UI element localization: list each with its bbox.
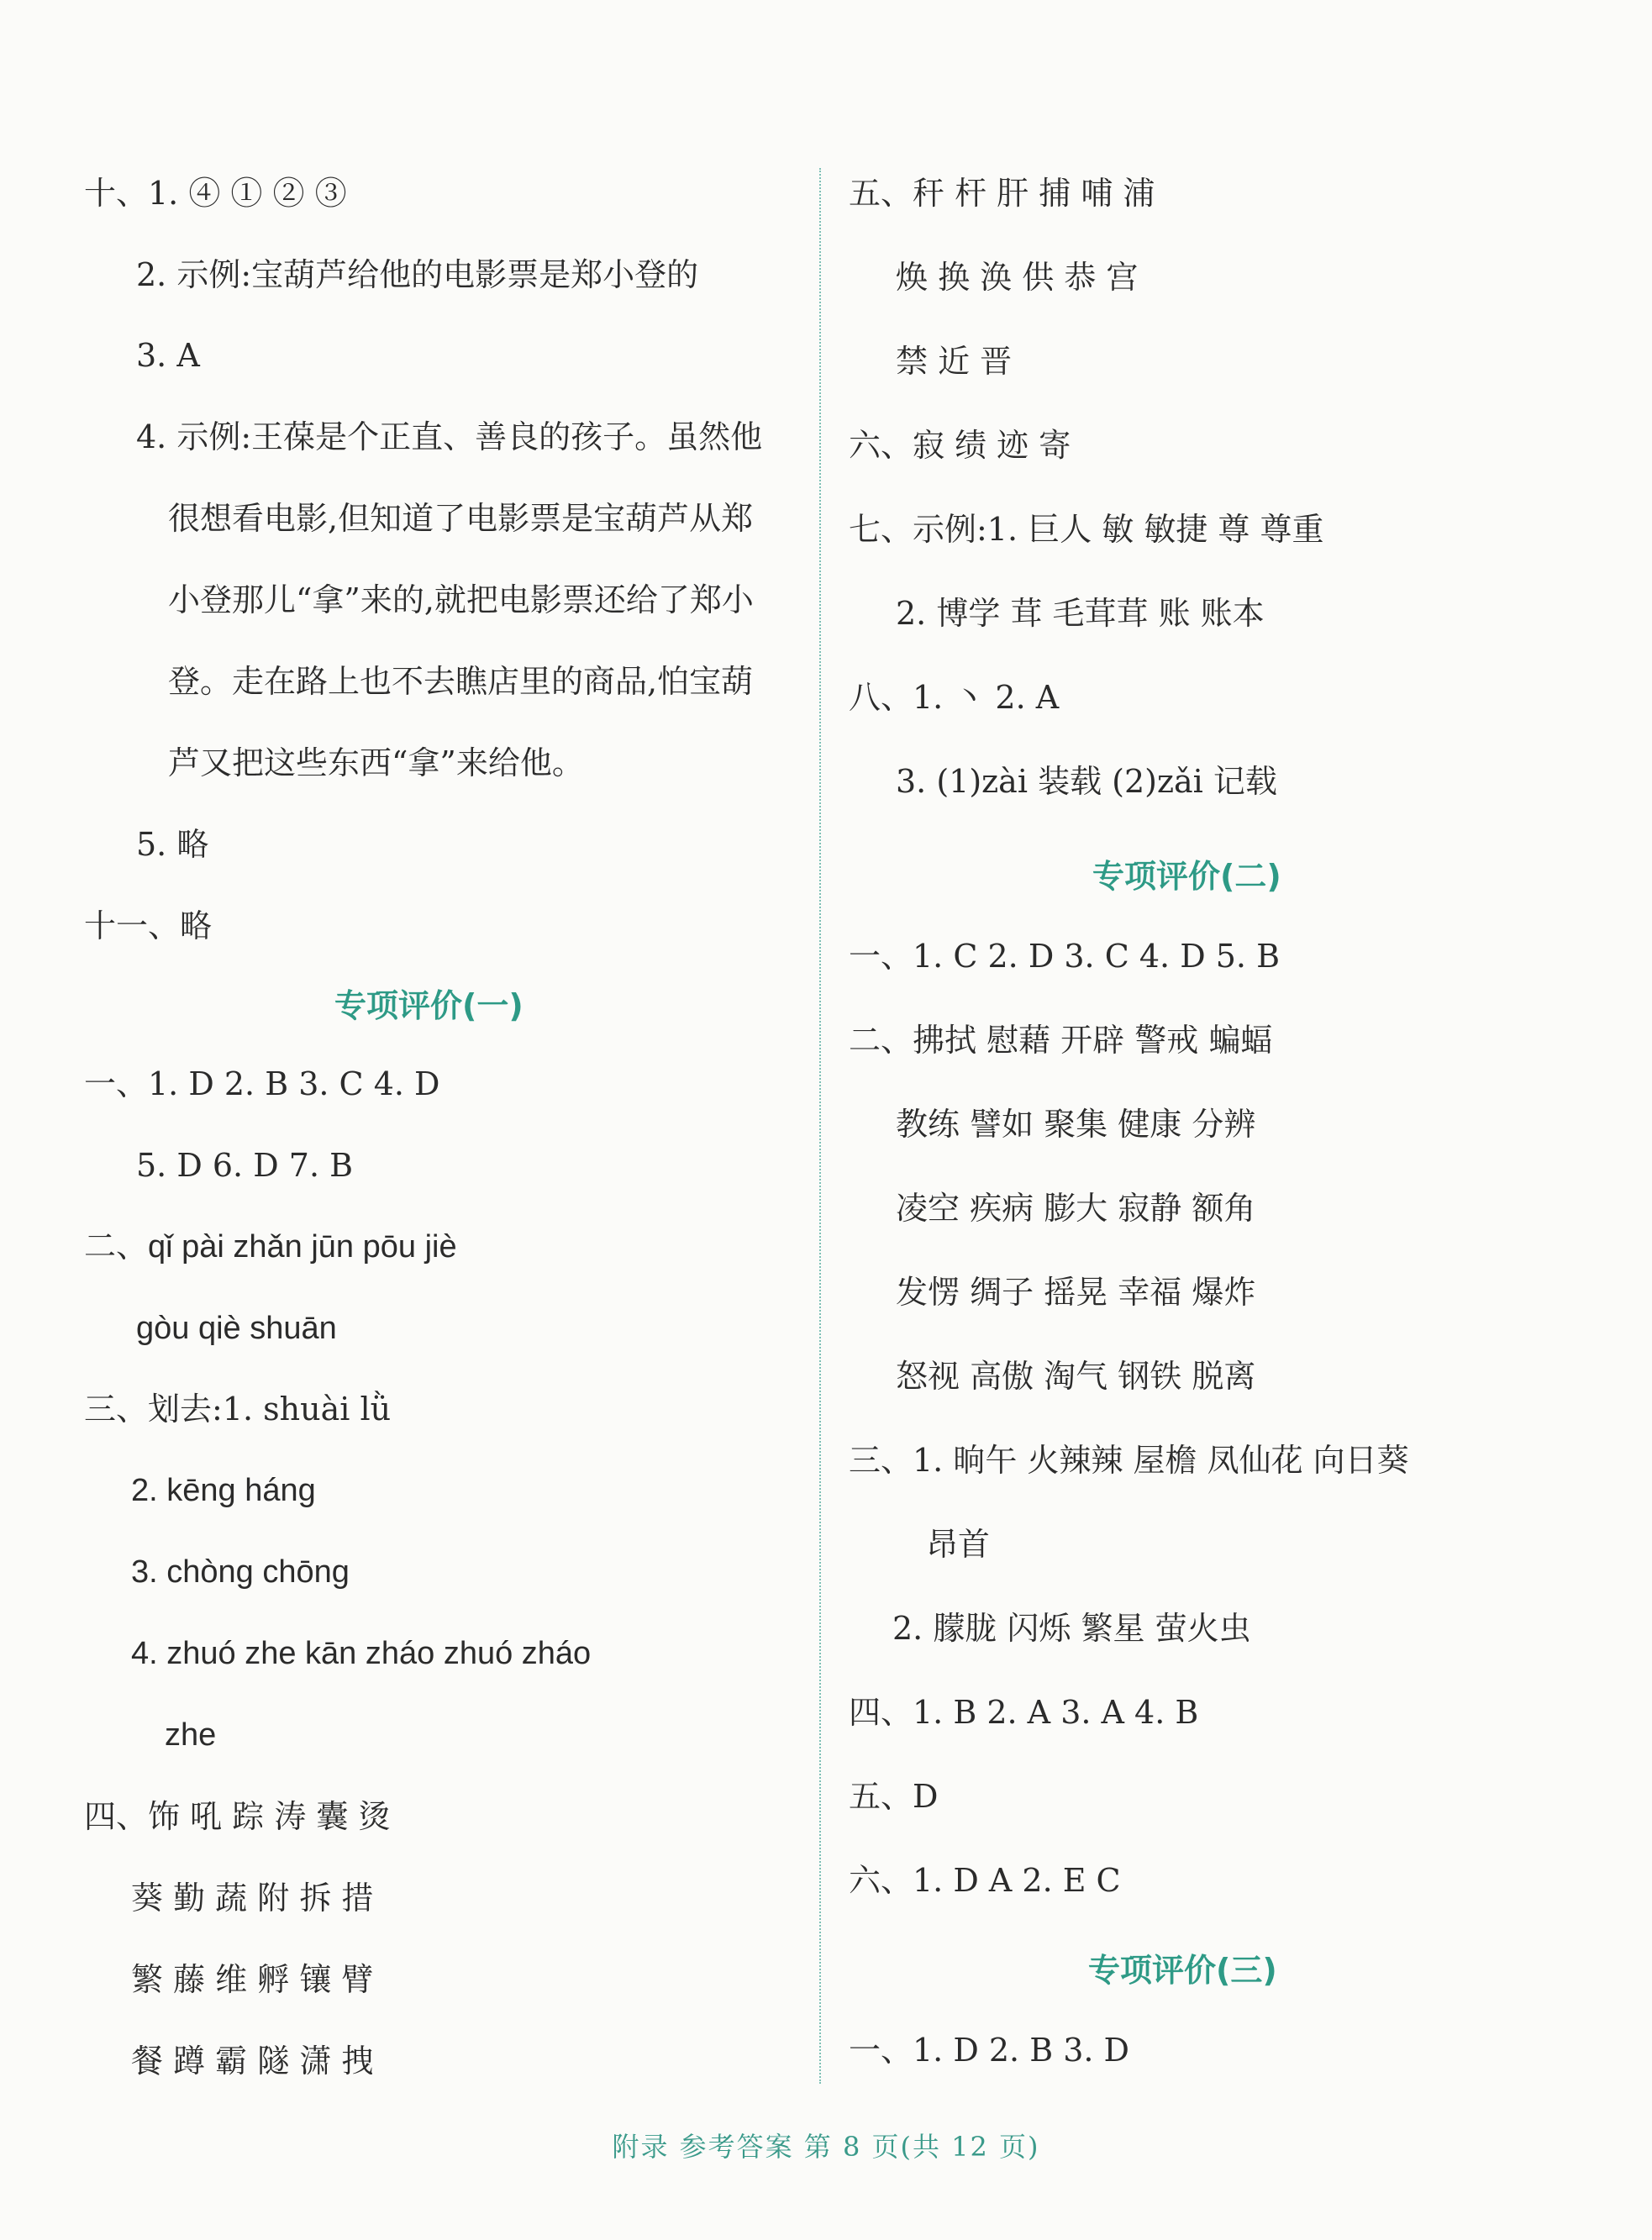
answer-line: 一、1. C 2. D 3. C 4. D 5. B <box>849 938 1281 975</box>
answer-line: 登。走在路上也不去瞧店里的商品,怕宝葫 <box>168 663 754 700</box>
answer-line: 怒视 高傲 淘气 钢铁 脱离 <box>896 1358 1256 1395</box>
answer-line: 昂首 <box>926 1526 991 1563</box>
answer-line: 2. 朦胧 闪烁 繁星 萤火虫 <box>892 1610 1251 1647</box>
answer-line: 焕 换 涣 供 恭 宫 <box>896 259 1139 296</box>
answer-line: 二、拂拭 慰藉 开辟 警戒 蝙蝠 <box>849 1022 1273 1059</box>
answer-line: 3. chòng chōng <box>131 1554 350 1590</box>
answer-line: 五、秆 杆 肝 捕 哺 浦 <box>849 175 1155 212</box>
answer-line: 葵 勤 蔬 附 拆 措 <box>131 1880 374 1917</box>
answer-line: 芦又把这些东西“拿”来给他。 <box>168 744 584 781</box>
answer-line: 十一、略 <box>84 907 213 944</box>
answer-line: gòu qiè shuān <box>136 1311 337 1346</box>
answer-line: 小登那儿“拿”来的,就把电影票还给了郑小 <box>168 581 754 618</box>
answer-line: 繁 藤 维 孵 镶 臂 <box>131 1961 374 1998</box>
answer-line: 六、1. D A 2. E C <box>849 1862 1121 1899</box>
answer-line: 4. 示例:王葆是个正直、善良的孩子。虽然他 <box>136 418 763 455</box>
answer-line: 二、qǐ pài zhǎn jūn pōu jiè <box>84 1229 457 1265</box>
answer-line: 3. (1)zài 装载 (2)zǎi 记载 <box>896 763 1277 800</box>
answer-line: 2. 博学 茸 毛茸茸 账 账本 <box>896 595 1265 632</box>
answer-line: 四、饰 吼 踪 涛 囊 烫 <box>84 1798 391 1835</box>
left-column <box>84 0 790 2101</box>
answer-line: zhe <box>165 1717 217 1753</box>
answer-line: 七、示例:1. 巨人 敏 敏捷 尊 尊重 <box>849 511 1324 548</box>
answer-line: 八、1. 丶 2. A <box>849 679 1060 716</box>
answer-line: 三、划去:1. shuài lǜ <box>84 1391 392 1428</box>
answer-line: 三、1. 晌午 火辣辣 屋檐 凤仙花 向日葵 <box>849 1442 1409 1479</box>
answer-line: 凌空 疾病 膨大 寂静 额角 <box>896 1190 1256 1227</box>
answer-line: 一、1. D 2. B 3. D <box>849 2032 1130 2069</box>
answer-line: 2. 示例:宝葫芦给他的电影票是郑小登的 <box>136 256 699 293</box>
answer-line: 五、D <box>849 1778 939 1815</box>
section-heading: 专项评价(三) <box>1088 1952 1277 1989</box>
answer-line: 一、1. D 2. B 3. C 4. D <box>84 1065 440 1102</box>
answer-line: 教练 譬如 聚集 健康 分辨 <box>896 1106 1256 1143</box>
section-heading: 专项评价(二) <box>1092 858 1281 895</box>
answer-line: 四、1. B 2. A 3. A 4. B <box>849 1694 1199 1731</box>
answer-line: 餐 蹲 霸 隧 潇 拽 <box>131 2043 374 2080</box>
answer-line: 2. kēng háng <box>131 1473 316 1508</box>
answer-line: 十、1. ④ ① ② ③ <box>84 175 347 212</box>
answer-line: 5. D 6. D 7. B <box>136 1147 354 1184</box>
answer-line: 3. A <box>136 337 200 374</box>
section-heading: 专项评价(一) <box>334 987 523 1024</box>
answer-line: 发愣 绸子 摇晃 幸福 爆炸 <box>896 1274 1256 1311</box>
column-divider <box>819 168 821 2084</box>
answer-line: 禁 近 晋 <box>896 343 1013 380</box>
answer-line: 4. zhuó zhe kān zháo zhuó zháo <box>131 1636 592 1671</box>
right-column <box>849 0 1588 2101</box>
page-footer: 附录 参考答案 第 8 页(共 12 页) <box>612 2131 1040 2163</box>
answer-line: 六、寂 绩 迹 寄 <box>849 427 1071 464</box>
answer-line: 5. 略 <box>136 826 209 863</box>
answer-line: 很想看电影,但知道了电影票是宝葫芦从郑 <box>168 500 754 537</box>
